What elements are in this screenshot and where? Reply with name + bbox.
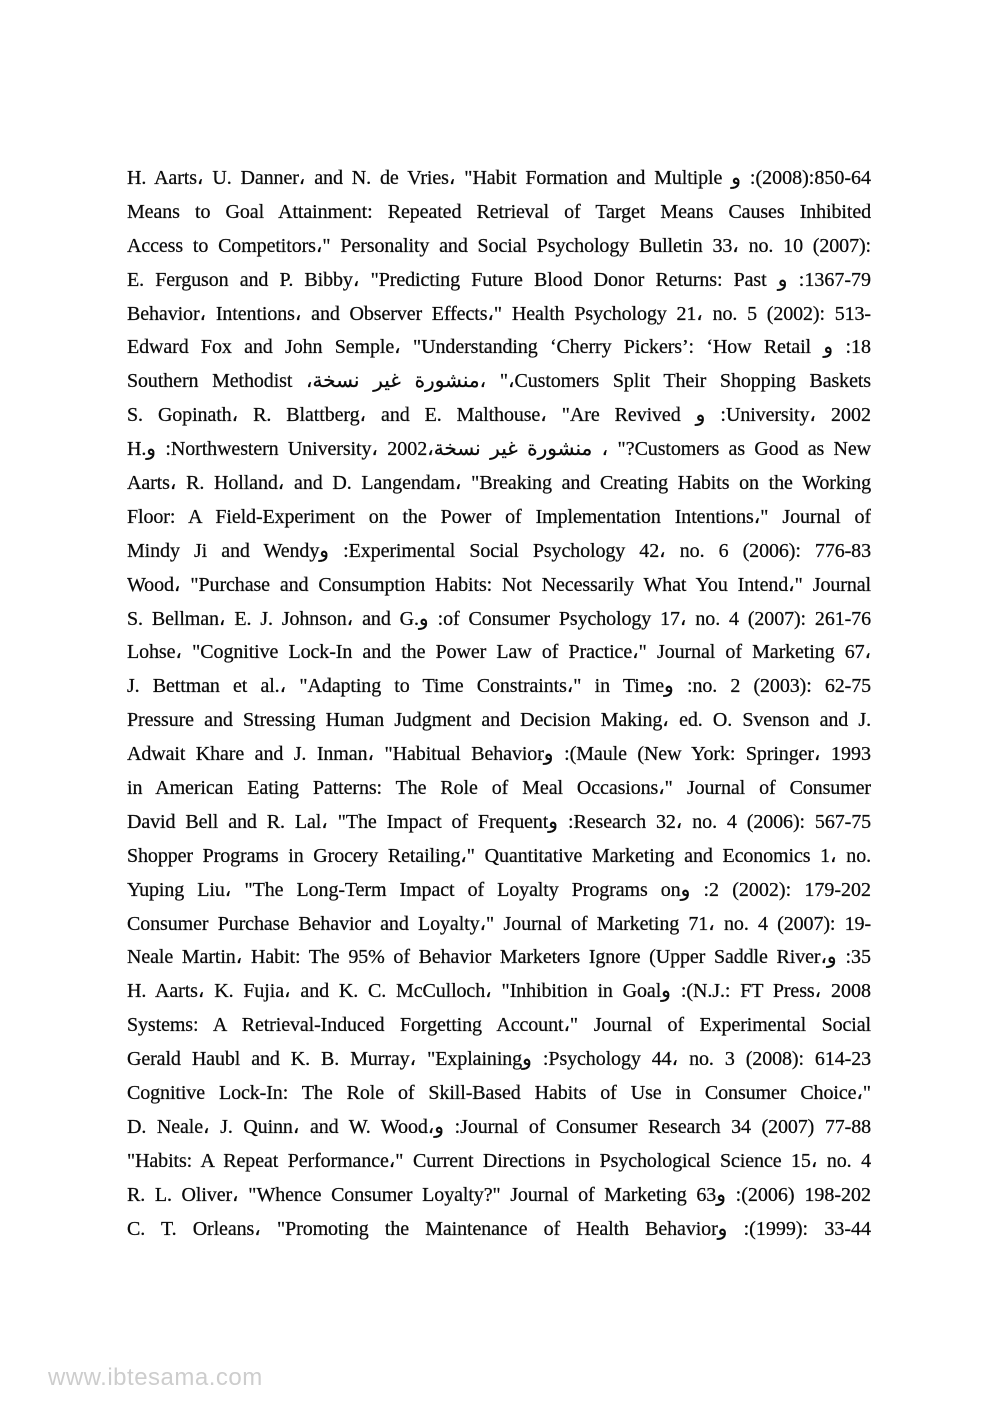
reference-line: H.⁧و⁩ :Northwestern University، 2002،⁧نسخة⁩ ⁧غير⁩ ⁧منشورة⁩ ، "?Customers as Good as New xyxy=(127,438,871,461)
reference-line: "Habits: A Repeat Performance،" Current Directions in Psychological Science 15، no. 4 xyxy=(127,1149,871,1172)
reference-line: Wood، "Purchase and Consumption Habits: Not Necessarily What You Intend،" Journal xyxy=(127,573,871,596)
reference-line: J. Bettman et al.، "Adapting to Time Constraints،" in Time⁧و⁩ :no. 2 (2003): 62-75 xyxy=(127,675,871,698)
reference-line: Adwait Khare and J. Inman، "Habitual Behavior⁧و⁩ :(Maule (New York: Springer، 1993 xyxy=(127,743,871,766)
reference-line: Floor: A Field-Experiment on the Power of Implementation Intentions،" Journal of xyxy=(127,505,871,528)
reference-line: Systems: A Retrieval-Induced Forgetting Account،" Journal of Experimental Social xyxy=(127,1014,871,1037)
reference-line: Mindy Ji and Wendy⁧و⁩ :Experimental Social Psychology 42، no. 6 (2006): 776-83 xyxy=(127,539,871,562)
reference-line: Consumer Purchase Behavior and Loyalty،" Journal of Marketing 71، no. 4 (2007): 19- xyxy=(127,912,871,935)
reference-line: Means to Goal Attainment: Repeated Retrieval of Target Means Causes Inhibited xyxy=(127,200,871,223)
reference-line: Yuping Liu، "The Long-Term Impact of Loyalty Programs on⁧و⁩ :2 (2002): 179-202 xyxy=(127,878,871,901)
reference-line: Southern Methodist ،⁧نسخة⁩ ⁧غير⁩ ⁧منشورة⁩، "،Customers Split Their Shopping Baskets xyxy=(127,370,871,393)
reference-line: H. Aarts، U. Danner، and N. de Vries، "Habit Formation and Multiple ⁧و⁩ :(2008):850-64 xyxy=(127,167,871,189)
reference-line: Neale Martin، Habit: The 95% of Behavior Marketers Ignore (Upper Saddle River،⁧و⁩ :35 xyxy=(127,946,871,969)
reference-line: S. Bellman، E. J. Johnson، and G.⁧و⁩ :of Consumer Psychology 17، no. 4 (2007): 261-76 xyxy=(127,607,871,630)
reference-line: Edward Fox and John Semple، "Understanding ‘Cherry Pickers’: ‘How Retail ⁧و⁩ :18 xyxy=(127,336,871,359)
reference-line: Access to Competitors،" Personality and Social Psychology Bulletin 33، no. 10 (2007): xyxy=(127,234,871,257)
reference-line: Aarts، R. Holland، and D. Langendam، "Breaking and Creating Habits on the Working xyxy=(127,472,871,495)
reference-line: Shopper Programs in Grocery Retailing،" Quantitative Marketing and Economics 1، no. xyxy=(127,844,871,867)
watermark-url: www.ibtesama.com xyxy=(48,1364,263,1391)
reference-line: Lohse، "Cognitive Lock-In and the Power Law of Practice،" Journal of Marketing 67، xyxy=(127,641,871,664)
reference-line: S. Gopinath، R. Blattberg، and E. Malthouse، "Are Revived ⁧و⁩ :University، 2002 xyxy=(127,404,871,427)
reference-line: H. Aarts، K. Fujia، and K. C. McCulloch، "Inhibition in Goal⁧و⁩ :(N.J.: FT Press، 2008 xyxy=(127,980,871,1003)
references-text-block xyxy=(127,162,871,1247)
reference-line: R. L. Oliver، "Whence Consumer Loyalty?" Journal of Marketing 63⁧و⁩ :(2006) 198-202 xyxy=(127,1183,871,1206)
reference-line: E. Ferguson and P. Bibby، "Predicting Future Blood Donor Returns: Past ⁧و⁩ :1367-79 xyxy=(127,268,871,291)
reference-line: in American Eating Patterns: The Role of Meal Occasions،" Journal of Consumer xyxy=(127,777,871,800)
reference-line: Behavior، Intentions، and Observer Effects،" Health Psychology 21، no. 5 (2002): 513- xyxy=(127,302,871,325)
reference-line: C. T. Orleans، "Promoting the Maintenance of Health Behavior⁧و⁩ :(1999): 33-44 xyxy=(127,1217,871,1240)
reference-line: Pressure and Stressing Human Judgment and Decision Making، ed. O. Svenson and J. xyxy=(127,709,871,732)
reference-line: David Bell and R. Lal، "The Impact of Frequent⁧و⁩ :Research 32، no. 4 (2006): 567-75 xyxy=(127,810,871,833)
reference-line: Cognitive Lock-In: The Role of Skill-Based Habits of Use in Consumer Choice،" xyxy=(127,1082,871,1105)
reference-line: D. Neale، J. Quinn، and W. Wood،⁧و⁩ :Journal of Consumer Research 34 (2007) 77-88 xyxy=(127,1115,871,1138)
reference-line: Gerald Haubl and K. B. Murray، "Explaining⁧و⁩ :Psychology 44، no. 3 (2008): 614-23 xyxy=(127,1048,871,1071)
